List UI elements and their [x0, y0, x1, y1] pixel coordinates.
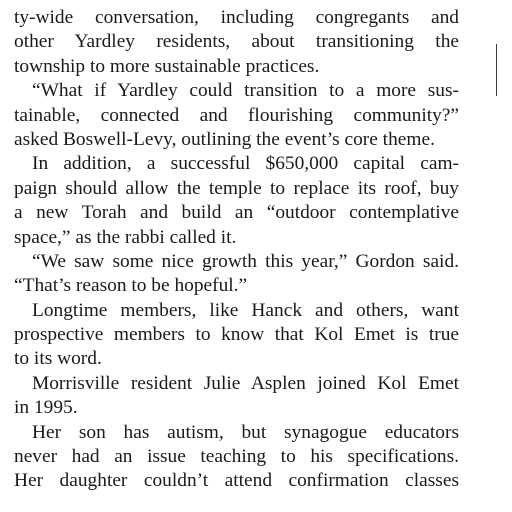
text-line: space,” as the rabbi called it. [14, 226, 237, 248]
text-line: paign should allow the temple to replace its roof, buy [14, 177, 459, 199]
text-line: prospective members to know that Kol Emet is true [14, 324, 459, 346]
text-line: other Yardley residents, about transitioning the [14, 31, 459, 53]
text-line: “That’s reason to be hopeful.” [14, 275, 248, 297]
text-line: never had an issue teaching to his specifications. [14, 446, 459, 468]
text-line: ty-wide conversation, including congregants and [14, 7, 459, 28]
text-line: asked Boswell-Levy, outlining the event’s core theme. [14, 128, 435, 150]
text-line: in 1995. [14, 397, 78, 419]
column-divider-rule [496, 44, 497, 96]
text-line: township to more sustainable practices. [14, 55, 320, 77]
article-text-column [14, 6, 459, 494]
text-line: Morrisville resident Julie Asplen joined Kol Emet [32, 372, 459, 394]
text-line: Longtime members, like Hanck and others, want [32, 299, 459, 321]
text-line: “What if Yardley could transition to a more sus- [32, 80, 459, 102]
text-line: Her daughter couldn’t attend confirmation classes [14, 470, 459, 492]
text-line: a new Torah and build an “outdoor contemplative [14, 202, 459, 224]
text-line: In addition, a successful $650,000 capital cam- [32, 153, 459, 175]
text-line: tainable, connected and flourishing community?” [14, 104, 459, 126]
text-line: to its word. [14, 348, 102, 370]
text-line: Her son has autism, but synagogue educators [32, 421, 459, 443]
text-line: “We saw some nice growth this year,” Gordon said. [32, 250, 459, 272]
